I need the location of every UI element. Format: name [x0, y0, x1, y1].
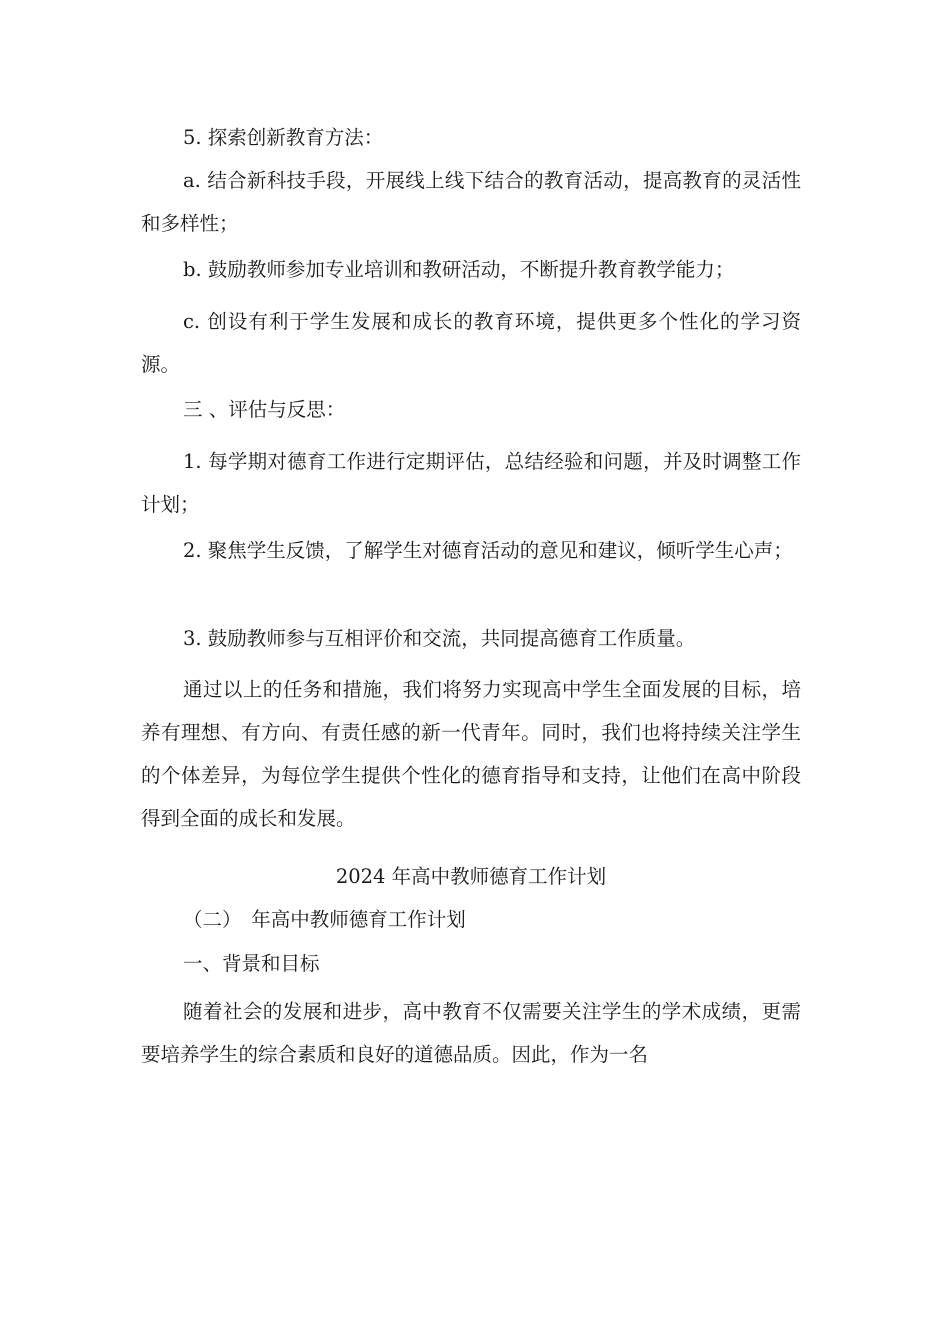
paragraph-innovative-methods-heading: 5. 探索创新教育方法：: [183, 126, 384, 149]
paragraph-item-1: 1. 每学期对德育工作进行定期评估，总结经验和问题，并及时调整工作计划；: [141, 450, 801, 516]
section-heading-background: 一、背景和目标: [183, 952, 320, 975]
paragraph-item-2: 2. 聚焦学生反馈，了解学生对德育活动的意见和建议，倾听学生心声；: [183, 539, 793, 562]
document-subtitle: （二） 年高中教师德育工作计划: [183, 908, 466, 931]
paragraph-conclusion: 通过以上的任务和措施，我们将努力实现高中学生全面发展的目标，培养有理想、有方向、有责任感的新一代青年。同时，我们也将持续关注学生的个体差异，为每位学生提供个性化的德育指导和支持，让他们在高中阶段得到全面的成长和发展。: [141, 678, 801, 830]
paragraph-background: 随着社会的发展和进步，高中教育不仅需要关注学生的学术成绩，更需要培养学生的综合素质和良好的道德品质。因此，作为一名: [141, 1000, 801, 1066]
paragraph-item-c: c. 创设有利于学生发展和成长的教育环境，提供更多个性化的学习资源。: [141, 310, 801, 376]
section-heading-evaluation: 三 、评估与反思：: [183, 398, 346, 421]
paragraph-item-a: a. 结合新科技手段，开展线上线下结合的教育活动，提高教育的灵活性和多样性；: [141, 169, 801, 235]
document-title: 2024 年高中教师德育工作计划: [335, 865, 607, 888]
paragraph-item-3: 3. 鼓励教师参与互相评价和交流，共同提高德育工作质量。: [183, 627, 696, 650]
paragraph-item-b: b. 鼓励教师参加专业培训和教研活动，不断提升教育教学能力；: [183, 258, 735, 281]
